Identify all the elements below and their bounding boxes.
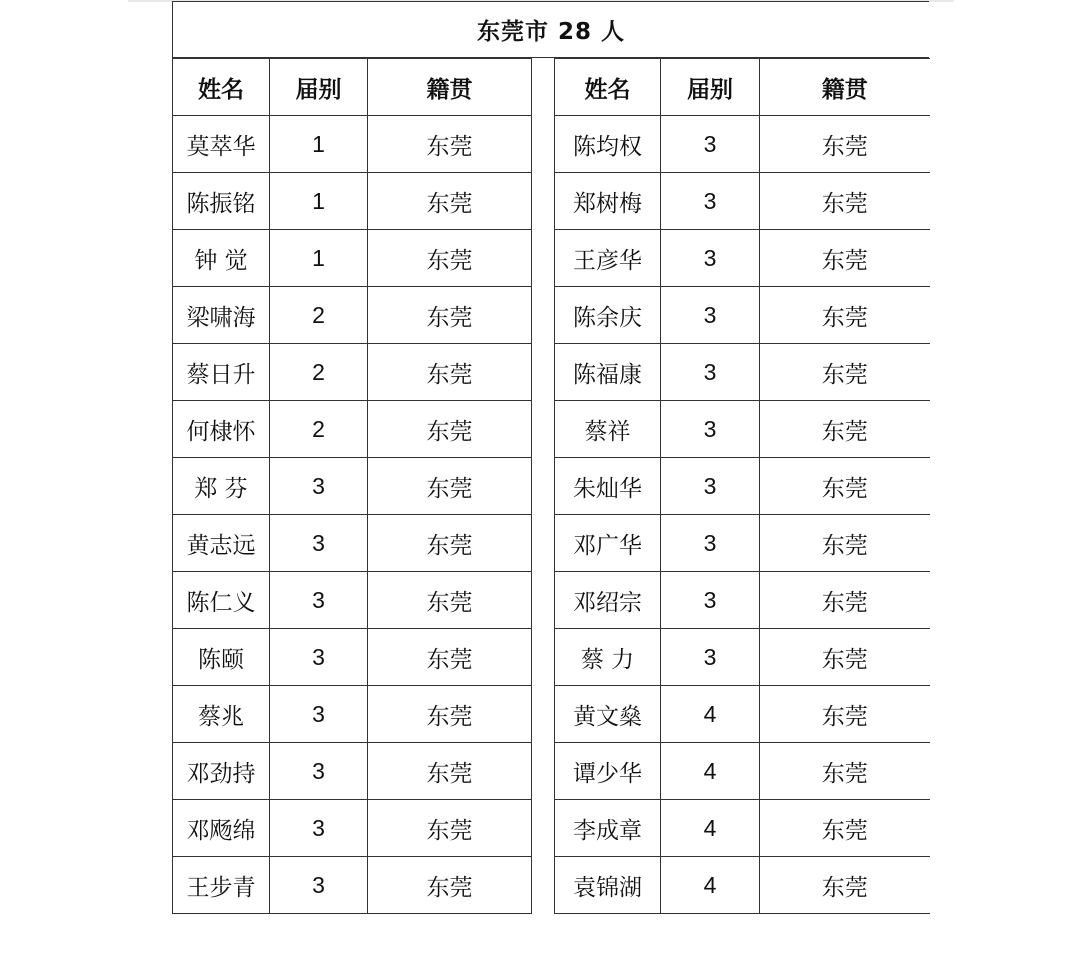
cell-term: 3: [661, 401, 760, 458]
cell-term: 3: [661, 173, 760, 230]
table-row: [173, 458, 532, 515]
cell-term: 3: [661, 458, 760, 515]
table-row: [555, 572, 930, 629]
table-row: [555, 401, 930, 458]
cell-origin: 东莞: [368, 515, 532, 572]
table-row: [173, 743, 532, 800]
table-row: [555, 230, 930, 287]
cell-term: 3: [270, 572, 368, 629]
table-row: [173, 629, 532, 686]
cell-name: 蔡 力: [555, 629, 661, 686]
table-row: [555, 743, 930, 800]
cell-origin: 东莞: [760, 515, 930, 572]
table-row: [173, 800, 532, 857]
roster-sheet: [172, 1, 929, 922]
cell-term: 4: [661, 686, 760, 743]
cell-name: 郑树梅: [555, 173, 661, 230]
cell-name: 莫萃华: [173, 116, 270, 173]
cell-term: 3: [270, 743, 368, 800]
roster-table-right: [554, 58, 930, 914]
table-row: [173, 572, 532, 629]
cell-name: 蔡日升: [173, 344, 270, 401]
cell-origin: 东莞: [368, 401, 532, 458]
cell-name: 陈余庆: [555, 287, 661, 344]
cell-name: 陈振铭: [173, 173, 270, 230]
table-row: [173, 116, 532, 173]
cell-name: 邓飏绵: [173, 800, 270, 857]
table-row: [555, 287, 930, 344]
cell-term: 3: [270, 800, 368, 857]
table-row: [173, 344, 532, 401]
cell-origin: 东莞: [760, 857, 930, 914]
cell-name: 邓绍宗: [555, 572, 661, 629]
cell-term: 3: [270, 629, 368, 686]
table-row: [555, 116, 930, 173]
cell-origin: 东莞: [760, 287, 930, 344]
header-name: 姓名: [173, 59, 270, 116]
cell-term: 3: [270, 857, 368, 914]
header-origin: 籍贯: [760, 59, 930, 116]
cell-origin: 东莞: [368, 743, 532, 800]
cell-origin: 东莞: [368, 116, 532, 173]
cell-term: 3: [661, 629, 760, 686]
cell-name: 陈仁义: [173, 572, 270, 629]
table-title: 东莞市 28 人: [172, 1, 929, 58]
cell-origin: 东莞: [760, 458, 930, 515]
cell-origin: 东莞: [368, 800, 532, 857]
cell-term: 3: [661, 116, 760, 173]
cell-term: 3: [270, 686, 368, 743]
table-row: [555, 173, 930, 230]
cell-origin: 东莞: [760, 800, 930, 857]
cell-name: 郑 芬: [173, 458, 270, 515]
header-row: [173, 59, 532, 116]
table-row: [173, 857, 532, 914]
cell-name: 蔡祥: [555, 401, 661, 458]
cell-name: 谭少华: [555, 743, 661, 800]
cell-name: 王步青: [173, 857, 270, 914]
cell-origin: 东莞: [760, 686, 930, 743]
cell-origin: 东莞: [760, 572, 930, 629]
cell-term: 4: [661, 857, 760, 914]
table-row: [173, 287, 532, 344]
table-row: [555, 344, 930, 401]
header-row: [555, 59, 930, 116]
cell-origin: 东莞: [368, 173, 532, 230]
cell-term: 3: [270, 458, 368, 515]
cell-name: 陈均权: [555, 116, 661, 173]
cell-term: 2: [270, 287, 368, 344]
cell-name: 黄志远: [173, 515, 270, 572]
cell-origin: 东莞: [760, 629, 930, 686]
cell-term: 2: [270, 344, 368, 401]
cell-term: 3: [661, 515, 760, 572]
cell-term: 3: [661, 344, 760, 401]
table-row: [555, 458, 930, 515]
cell-origin: 东莞: [760, 230, 930, 287]
table-row: [555, 629, 930, 686]
table-row: [555, 857, 930, 914]
cell-name: 袁锦湖: [555, 857, 661, 914]
cell-name: 李成章: [555, 800, 661, 857]
header-term: 届别: [270, 59, 368, 116]
cell-origin: 东莞: [760, 743, 930, 800]
cell-term: 4: [661, 800, 760, 857]
cell-term: 2: [270, 401, 368, 458]
cell-origin: 东莞: [760, 173, 930, 230]
cell-origin: 东莞: [368, 629, 532, 686]
table-row: [173, 173, 532, 230]
cell-origin: 东莞: [760, 344, 930, 401]
cell-name: 朱灿华: [555, 458, 661, 515]
cell-name: 邓劲持: [173, 743, 270, 800]
cell-name: 黄文燊: [555, 686, 661, 743]
header-name: 姓名: [555, 59, 661, 116]
header-term: 届别: [661, 59, 760, 116]
cell-name: 钟 觉: [173, 230, 270, 287]
cell-name: 邓广华: [555, 515, 661, 572]
cell-origin: 东莞: [368, 458, 532, 515]
table-row: [555, 686, 930, 743]
cell-term: 1: [270, 116, 368, 173]
table-row: [555, 515, 930, 572]
cell-origin: 东莞: [760, 401, 930, 458]
cell-term: 1: [270, 230, 368, 287]
cell-name: 梁啸海: [173, 287, 270, 344]
table-row: [173, 230, 532, 287]
cell-term: 3: [661, 230, 760, 287]
table-row: [173, 686, 532, 743]
cell-name: 何棣怀: [173, 401, 270, 458]
header-origin: 籍贯: [368, 59, 532, 116]
table-row: [173, 401, 532, 458]
cell-origin: 东莞: [368, 686, 532, 743]
cell-name: 蔡兆: [173, 686, 270, 743]
cell-origin: 东莞: [368, 230, 532, 287]
cell-origin: 东莞: [368, 857, 532, 914]
cell-term: 4: [661, 743, 760, 800]
cell-name: 陈颐: [173, 629, 270, 686]
cell-name: 王彦华: [555, 230, 661, 287]
cell-term: 3: [661, 572, 760, 629]
cell-term: 1: [270, 173, 368, 230]
roster-table-left: [172, 58, 532, 914]
cell-origin: 东莞: [368, 287, 532, 344]
cell-term: 3: [270, 515, 368, 572]
cell-name: 陈福康: [555, 344, 661, 401]
cell-origin: 东莞: [368, 572, 532, 629]
cell-origin: 东莞: [368, 344, 532, 401]
table-row: [555, 800, 930, 857]
roster-body-left: [173, 116, 532, 914]
roster-body-right: [555, 116, 930, 914]
cell-origin: 东莞: [760, 116, 930, 173]
table-row: [173, 515, 532, 572]
cell-term: 3: [661, 287, 760, 344]
